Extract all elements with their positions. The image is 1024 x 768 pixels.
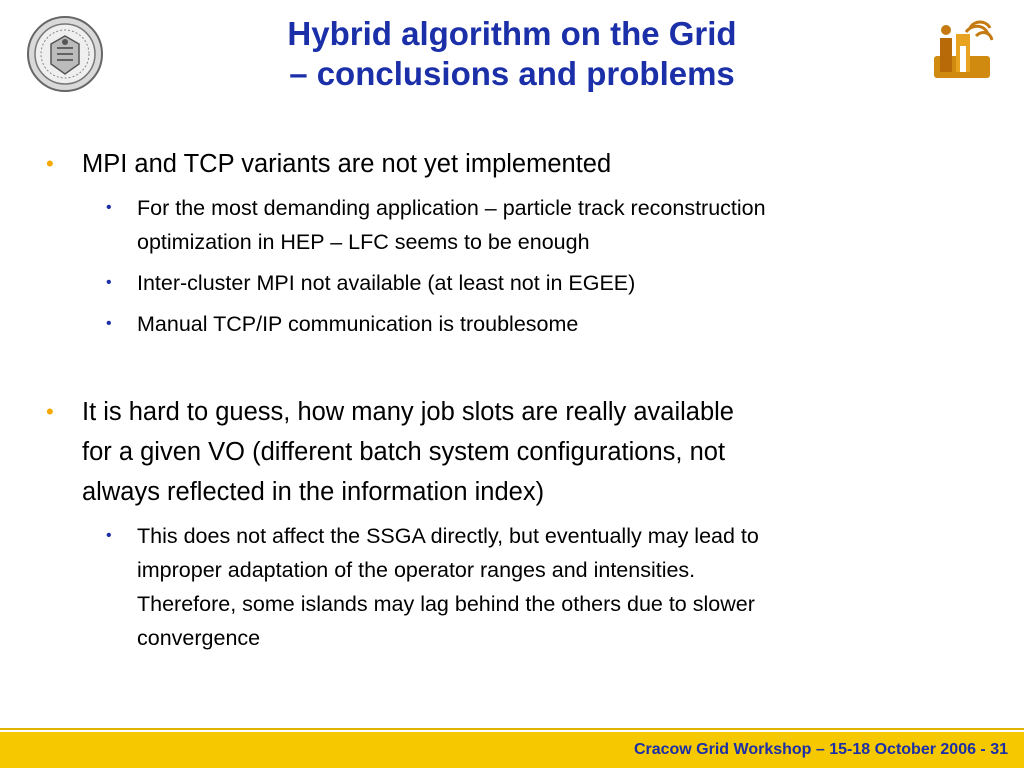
sub-bullet-dot-icon: • <box>106 274 112 291</box>
university-seal-icon <box>26 14 104 94</box>
sub-bullet-line: Manual TCP/IP communication is troublesome <box>137 312 579 336</box>
bullet-text: MPI and TCP variants are not yet implemented <box>82 150 612 178</box>
footer-divider <box>0 728 1024 730</box>
sub-bullet-item <box>106 191 997 259</box>
slide-title <box>170 14 854 94</box>
bullet-item <box>46 144 982 184</box>
title-line-2: – conclusions and problems <box>289 55 735 92</box>
sub-bullet-line: Inter-cluster MPI not available (at least not in EGEE) <box>137 271 636 295</box>
sub-bullet-line: This does not affect the SSGA directly, but eventually may lead to <box>137 524 759 548</box>
sub-bullet-item <box>106 519 997 655</box>
sub-bullet-item <box>106 266 997 300</box>
sub-bullet-line: Therefore, some islands may lag behind the others due to slower <box>137 592 755 616</box>
sub-bullet-dot-icon: • <box>106 199 112 216</box>
sub-bullet-item <box>106 307 997 341</box>
sub-bullet-line: convergence <box>137 626 261 650</box>
bullet-line: always reflected in the information index) <box>82 478 545 506</box>
footer-text: Cracow Grid Workshop – 15-18 October 2006 - 31 <box>633 741 1008 758</box>
sub-bullet-line: optimization in HEP – LFC seems to be enough <box>137 230 590 254</box>
bullet-line: for a given VO (different batch system configurations, not <box>82 438 726 466</box>
workshop-logo-icon <box>926 16 998 82</box>
bullet-dot-icon: • <box>46 151 54 176</box>
bullet-dot-icon: • <box>46 399 54 424</box>
bullet-line: It is hard to guess, how many job slots are really available <box>82 398 734 426</box>
bullet-item <box>46 392 982 512</box>
sub-bullet-line: improper adaptation of the operator ranges and intensities. <box>137 558 696 582</box>
title-line-1: Hybrid algorithm on the Grid <box>287 15 737 52</box>
sub-bullet-line: For the most demanding application – particle track reconstruction <box>137 196 766 220</box>
sub-bullet-dot-icon: • <box>106 315 112 332</box>
sub-bullet-dot-icon: • <box>106 527 112 544</box>
